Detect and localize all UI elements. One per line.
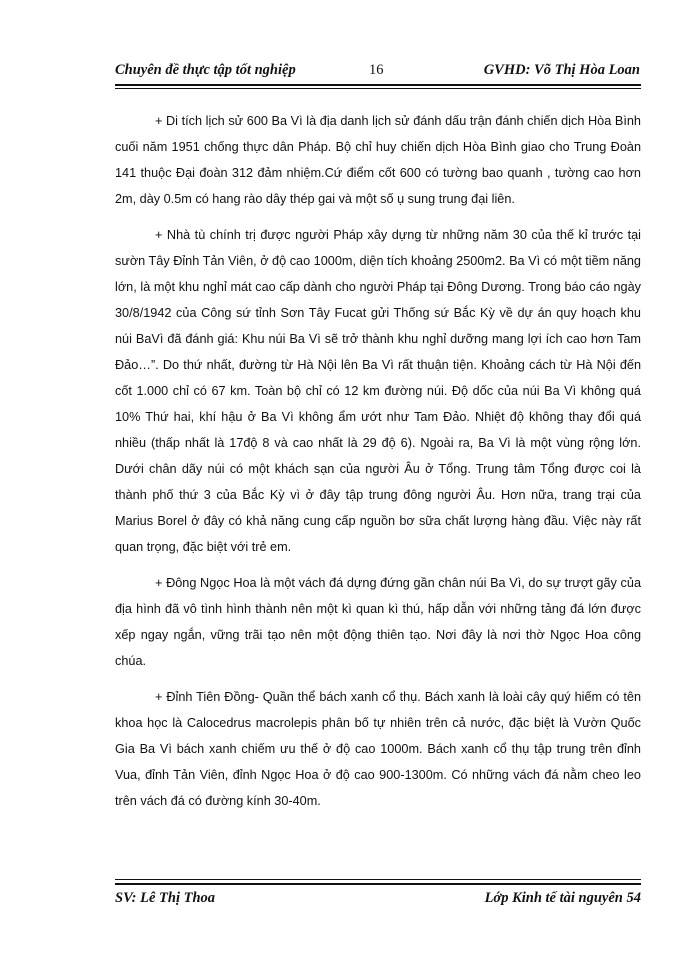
header-title: Chuyên đề thực tập tốt nghiệp: [115, 62, 296, 78]
header-rule-thick: [115, 84, 641, 86]
footer-rule-thick: [115, 883, 641, 885]
footer-class: Lớp Kinh tế tài nguyên 54: [484, 890, 641, 906]
page-footer: [115, 890, 641, 912]
paragraph-ngoc-hoa-cave: + Đông Ngọc Hoa là một vách đá dựng đứng gần chân núi Ba Vì, do sự trượt gãy của địa hình đã vô tình hình thành nên một kì quan kì thú, hấp dẫn với những tảng đá lớn được xếp ngay ngắn, vững trãi tạo nên một động thiên tạo. Nơi đây là nơi thờ Ngọc Hoa công chúa.: [115, 576, 641, 668]
footer-student: SV: Lê Thị Thoa: [115, 890, 216, 906]
paragraph-political-prison: + Nhà tù chính trị được người Pháp xây dựng từ những năm 30 của thế kỉ trước tại sườn Tây Đỉnh Tản Viên, ở độ cao 1000m, diện tích khoảng 2500m2. Ba Vì có một tiềm năng lớn, là một khu nghỉ mát cao cấp dành cho người Pháp tại Đông Dương. Trong báo cáo ngày 30/8/1942 của Công sứ tỉnh Sơn Tây Fucat gửi Thống sứ Bắc Kỳ về dự án quy hoạch khu núi BaVì đã đánh giá: Khu núi Ba Vì sẽ trở thành khu nghỉ dưỡng mang lợi ích cao hơn Tam Đảo…”. Do thứ nhất, đường từ Hà Nội lên Ba Vì rất thuận tiện. Khoảng cách từ Hà Nội đến cốt 1.000 chỉ có 67 km. Toàn bộ chỉ có 12 km đường núi. Độ dốc của núi Ba Vì không quá 10% Thứ hai, khí hậu ở Ba Vì không ẩm ướt như Tam Đảo. Nhiệt độ không thay đổi quá nhiều (thấp nhất là 17độ 8 và cao nhất là 29 độ 6). Ngoài ra, Ba Vì là một vùng rộng lớn. Dưới chân dãy núi có một khách sạn của người Âu ở Tổng. Trung tâm Tổng được coi là thành phố thứ 3 của Bắc Kỳ vì ở đây tập trung đông người Âu. Hơn nữa, trang trại của Marius Borel ở đây có khả năng cung cấp nguồn bơ sữa chất lượng hàng đầu. Việc này rất quan trọng, đặc biệt với trẻ em.: [115, 228, 641, 554]
header-rule-thin: [115, 88, 641, 89]
paragraph-historical-site-600: + Di tích lịch sử 600 Ba Vì là địa danh lịch sử đánh dấu trận đánh chiến dịch Hòa Bình cuối năm 1951 chống thực dân Pháp. Bộ chỉ huy chiến dịch Hòa Bình giao cho Trung Đoàn 141 thuộc Đại đoàn 312 đảm nhiệm.Cứ điểm cốt 600 có tường bao quanh , tường cao hơn 2m, dày 0.5m có hang rào dây thép gai và một số ụ sung trung đại liên.: [115, 114, 641, 206]
footer-rule-thin: [115, 879, 641, 880]
header-advisor: GVHD: Võ Thị Hòa Loan: [483, 62, 640, 78]
page-number: 16: [369, 62, 384, 78]
paragraph-tien-dong-peak: + Đỉnh Tiên Đồng- Quần thể bách xanh cổ thụ. Bách xanh là loài cây quý hiếm có tên khoa học là Calocedrus macrolepis phân bố tự nhiên trên cả nước, đặc biệt là Vườn Quốc Gia Ba Vì bách xanh chiếm ưu thế ở độ cao 1000m. Bách xanh cổ thụ tập trung trên đỉnh Vua, đỉnh Tản Viên, đỉnh Ngọc Hoa ở độ cao 900-1300m. Có những vách đá nằm cheo leo trên vách đá có đường kính 30-40m.: [115, 690, 641, 808]
document-body: [115, 108, 641, 824]
page-header: [115, 62, 640, 86]
